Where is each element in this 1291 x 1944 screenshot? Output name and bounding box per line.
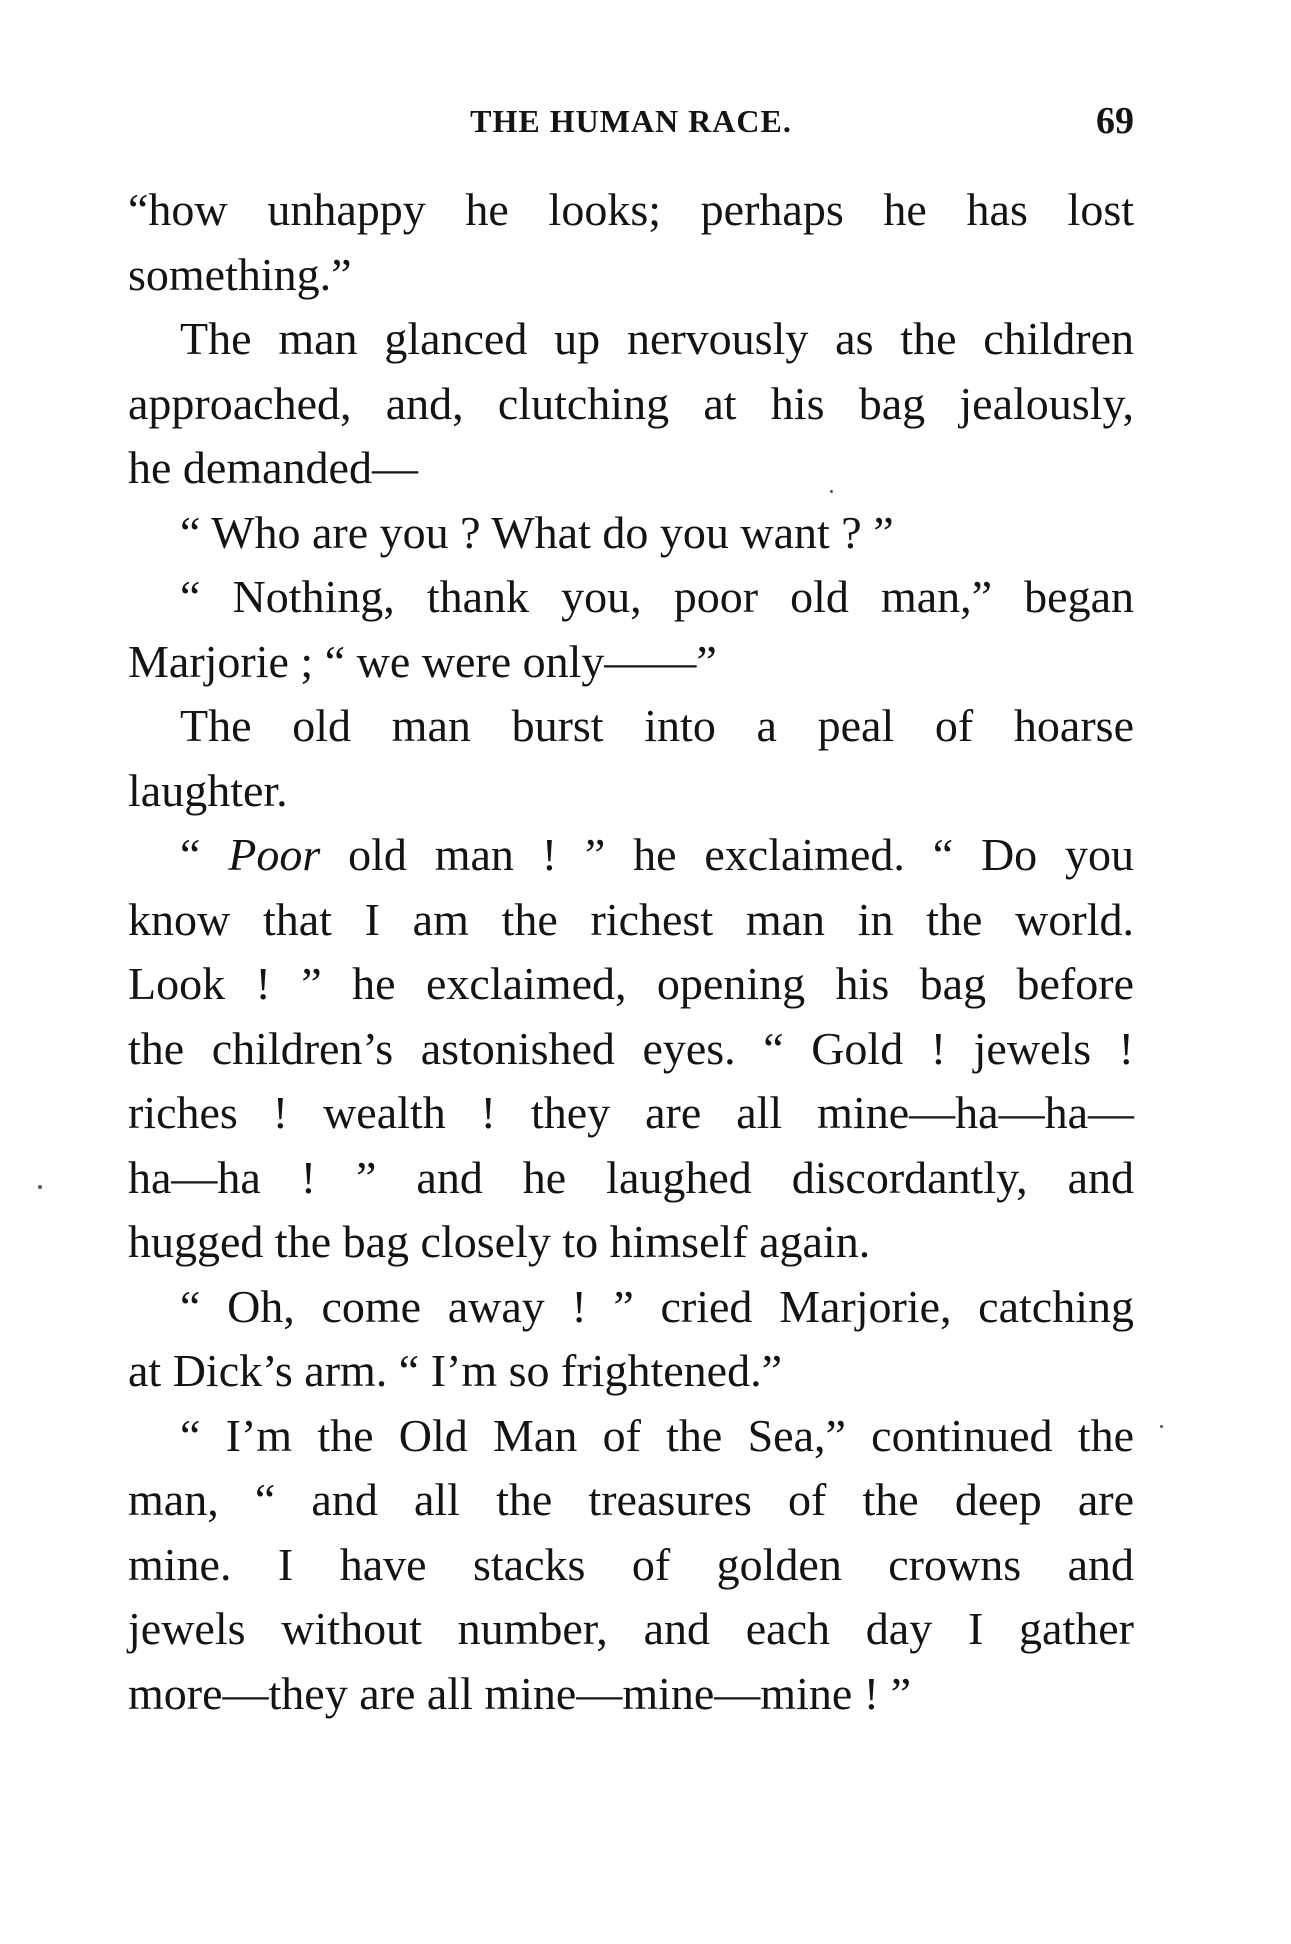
- text-line: The man glanced up nervously as the children: [180, 313, 1134, 364]
- text-line: “ I’m the Old Man of the Sea,” continued the: [180, 1409, 1134, 1461]
- text-line: [128, 823, 1134, 888]
- paper-speck: [38, 1185, 42, 1189]
- page-header: [128, 96, 1134, 146]
- text-line: “ Oh, come away ! ” cried Marjorie, catching: [180, 1280, 1134, 1332]
- text-line: he demanded—: [128, 442, 418, 493]
- text-line: “ Nothing, thank you, poor old man,” began: [180, 571, 1134, 622]
- text-line: something.”: [128, 248, 352, 300]
- text-line: The old man burst into a peal of hoarse: [180, 700, 1134, 751]
- text-line: hugged the bag closely to himself again.: [128, 1216, 871, 1267]
- text-line: laughter.: [128, 764, 288, 816]
- text-line: approached, and, clutching at his bag jealously,: [128, 377, 1134, 429]
- running-title: THE HUMAN RACE.: [470, 103, 792, 139]
- paper-speck: [830, 490, 833, 493]
- text-line: the children’s astonished eyes. “ Gold ! jewels !: [128, 1022, 1134, 1074]
- paper-speck: [1160, 1425, 1163, 1428]
- text-line: at Dick’s arm. “ I’m so frightened.”: [128, 1345, 782, 1396]
- line-rest: old man ! ” he exclaimed. “ Do you: [320, 829, 1135, 880]
- text-line: more—they are all mine—mine—mine ! ”: [128, 1667, 912, 1719]
- text-line: jewels without number, and each day I gather: [128, 1603, 1134, 1654]
- text-line: ha—ha ! ” and he laughed discordantly, and: [128, 1151, 1134, 1203]
- text-line: Look ! ” he exclaimed, opening his bag before: [128, 958, 1134, 1009]
- open-quote: “: [180, 829, 201, 880]
- text-line: know that I am the richest man in the world.: [128, 893, 1134, 945]
- text-line: mine. I have stacks of golden crowns and: [128, 1538, 1134, 1590]
- body-text: [128, 178, 1134, 1726]
- text-line: “how unhappy he looks; perhaps he has lost: [128, 184, 1134, 235]
- page-number: 69: [1096, 100, 1134, 142]
- text-line: “ Who are you ? What do you want ? ”: [180, 506, 894, 558]
- text-line: riches ! wealth ! they are all mine—ha—ha—: [128, 1087, 1134, 1138]
- italic-word: Poor: [228, 829, 321, 880]
- text-line: Marjorie ; “ we were only——”: [128, 635, 717, 687]
- text-line: man, “ and all the treasures of the deep are: [128, 1474, 1134, 1525]
